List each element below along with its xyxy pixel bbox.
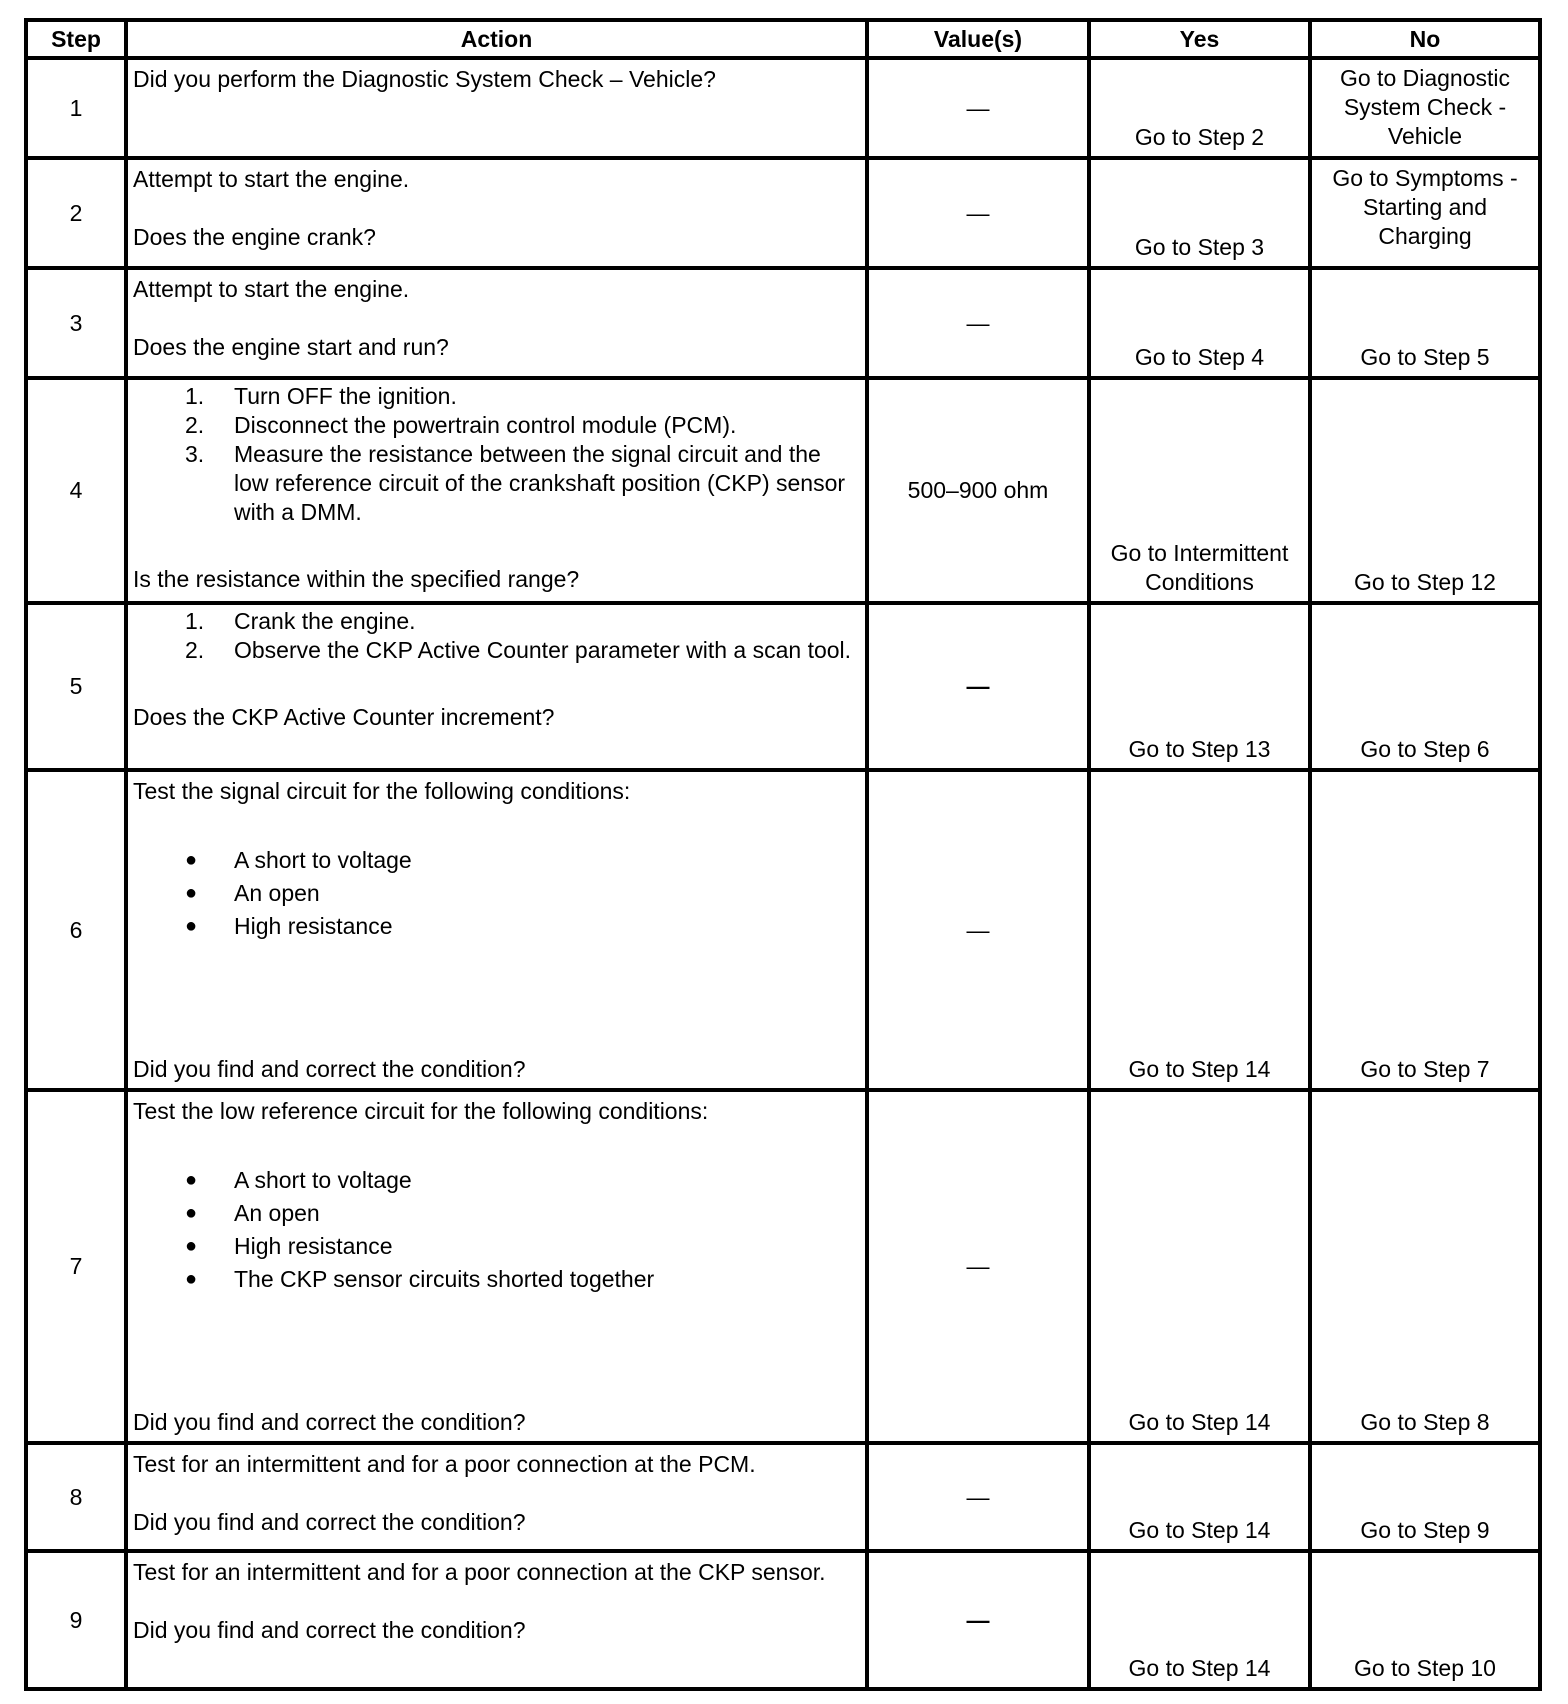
action-question: Did you find and correct the condition? — [133, 1509, 526, 1535]
header-no: No — [1310, 20, 1540, 58]
yes-cell: Go to Step 14 — [1089, 1551, 1310, 1689]
list-item: 2. Disconnect the powertrain control module (PCM). — [185, 412, 737, 438]
value-cell: — — [867, 770, 1089, 1090]
action-text: Test the low reference circuit for the following conditions: — [133, 1098, 709, 1124]
bullet-list — [133, 844, 859, 943]
action-text: Test for an intermittent and for a poor connection at the CKP sensor. — [133, 1559, 826, 1585]
yes-cell: Go to Intermittent Conditions — [1089, 378, 1310, 603]
table-row — [26, 158, 1540, 268]
table-row — [26, 268, 1540, 378]
action-text: Attempt to start the engine. — [133, 276, 410, 302]
step-number: 8 — [26, 1443, 126, 1551]
no-cell: Go to Symptoms - Starting and Charging — [1310, 158, 1540, 268]
no-cell: Go to Step 10 — [1310, 1551, 1540, 1689]
no-cell: Go to Diagnostic System Check - Vehicle — [1310, 58, 1540, 158]
yes-cell: Go to Step 14 — [1089, 770, 1310, 1090]
no-cell: Go to Step 12 — [1310, 378, 1540, 603]
no-cell: Go to Step 9 — [1310, 1443, 1540, 1551]
yes-cell: Go to Step 13 — [1089, 603, 1310, 770]
no-cell: Go to Step 5 — [1310, 268, 1540, 378]
yes-cell: Go to Step 4 — [1089, 268, 1310, 378]
action-question: Does the CKP Active Counter increment? — [133, 704, 555, 730]
action-text: Test the signal circuit for the following conditions: — [133, 778, 631, 804]
action-cell — [126, 603, 867, 770]
action-cell — [126, 58, 867, 158]
action-question: Did you find and correct the condition? — [133, 1409, 526, 1435]
list-item: 2. Observe the CKP Active Counter parameter with a scan tool. — [185, 637, 852, 663]
step-number: 7 — [26, 1090, 126, 1443]
table-row — [26, 58, 1540, 158]
list-item: 1. Crank the engine. — [185, 608, 416, 634]
no-cell: Go to Step 8 — [1310, 1090, 1540, 1443]
step-number: 2 — [26, 158, 126, 268]
header-values: Value(s) — [867, 20, 1089, 58]
value-cell: — — [867, 158, 1089, 268]
table-row — [26, 1551, 1540, 1689]
action-cell — [126, 378, 867, 603]
action-question: Is the resistance within the specified range? — [133, 566, 580, 592]
action-text: Did you perform the Diagnostic System Check – Vehicle? — [133, 66, 716, 92]
list-item: 3. Measure the resistance between the signal circuit and the low reference circuit of the crankshaft position (CKP) sensor with a DMM. — [185, 441, 846, 525]
action-cell — [126, 770, 867, 1090]
action-question: Does the engine start and run? — [133, 334, 449, 360]
step-number: 5 — [26, 603, 126, 770]
list-item: 1. Turn OFF the ignition. — [185, 383, 457, 409]
list-item: ● High resistance — [185, 913, 393, 939]
table-row — [26, 770, 1540, 1090]
value-cell: — — [867, 1090, 1089, 1443]
numbered-list — [133, 382, 859, 527]
header-row — [26, 20, 1540, 58]
step-number: 6 — [26, 770, 126, 1090]
action-question: Did you find and correct the condition? — [133, 1056, 526, 1082]
no-cell: Go to Step 6 — [1310, 603, 1540, 770]
action-text: Attempt to start the engine. — [133, 166, 410, 192]
no-cell: Go to Step 7 — [1310, 770, 1540, 1090]
bullet-list — [133, 1164, 859, 1296]
diagnostic-table — [24, 18, 1542, 1691]
header-step: Step — [26, 20, 126, 58]
yes-cell: Go to Step 3 — [1089, 158, 1310, 268]
table-row — [26, 1090, 1540, 1443]
table-row — [26, 378, 1540, 603]
table-row — [26, 1443, 1540, 1551]
yes-cell: Go to Step 14 — [1089, 1443, 1310, 1551]
list-item: ● A short to voltage — [185, 847, 412, 873]
action-text: Test for an intermittent and for a poor connection at the PCM. — [133, 1451, 756, 1477]
value-cell: — — [867, 268, 1089, 378]
action-cell — [126, 1443, 867, 1551]
action-cell — [126, 1551, 867, 1689]
header-yes: Yes — [1089, 20, 1310, 58]
step-number: 1 — [26, 58, 126, 158]
list-item: ● High resistance — [185, 1233, 393, 1259]
numbered-list — [133, 607, 859, 665]
list-item: ● The CKP sensor circuits shorted together — [185, 1266, 655, 1292]
step-number: 3 — [26, 268, 126, 378]
value-cell: — — [867, 1443, 1089, 1551]
action-question: Does the engine crank? — [133, 224, 376, 250]
action-question: Did you find and correct the condition? — [133, 1617, 526, 1643]
action-cell — [126, 158, 867, 268]
value-cell: — — [867, 603, 1089, 770]
header-action: Action — [126, 20, 867, 58]
value-cell: 500–900 ohm — [867, 378, 1089, 603]
value-cell: — — [867, 58, 1089, 158]
action-cell — [126, 268, 867, 378]
yes-cell: Go to Step 2 — [1089, 58, 1310, 158]
yes-cell: Go to Step 14 — [1089, 1090, 1310, 1443]
list-item: ● An open — [185, 880, 320, 906]
value-cell: — — [867, 1551, 1089, 1689]
list-item: ● An open — [185, 1200, 320, 1226]
list-item: ● A short to voltage — [185, 1167, 412, 1193]
table-row — [26, 603, 1540, 770]
step-number: 4 — [26, 378, 126, 603]
action-cell — [126, 1090, 867, 1443]
step-number: 9 — [26, 1551, 126, 1689]
